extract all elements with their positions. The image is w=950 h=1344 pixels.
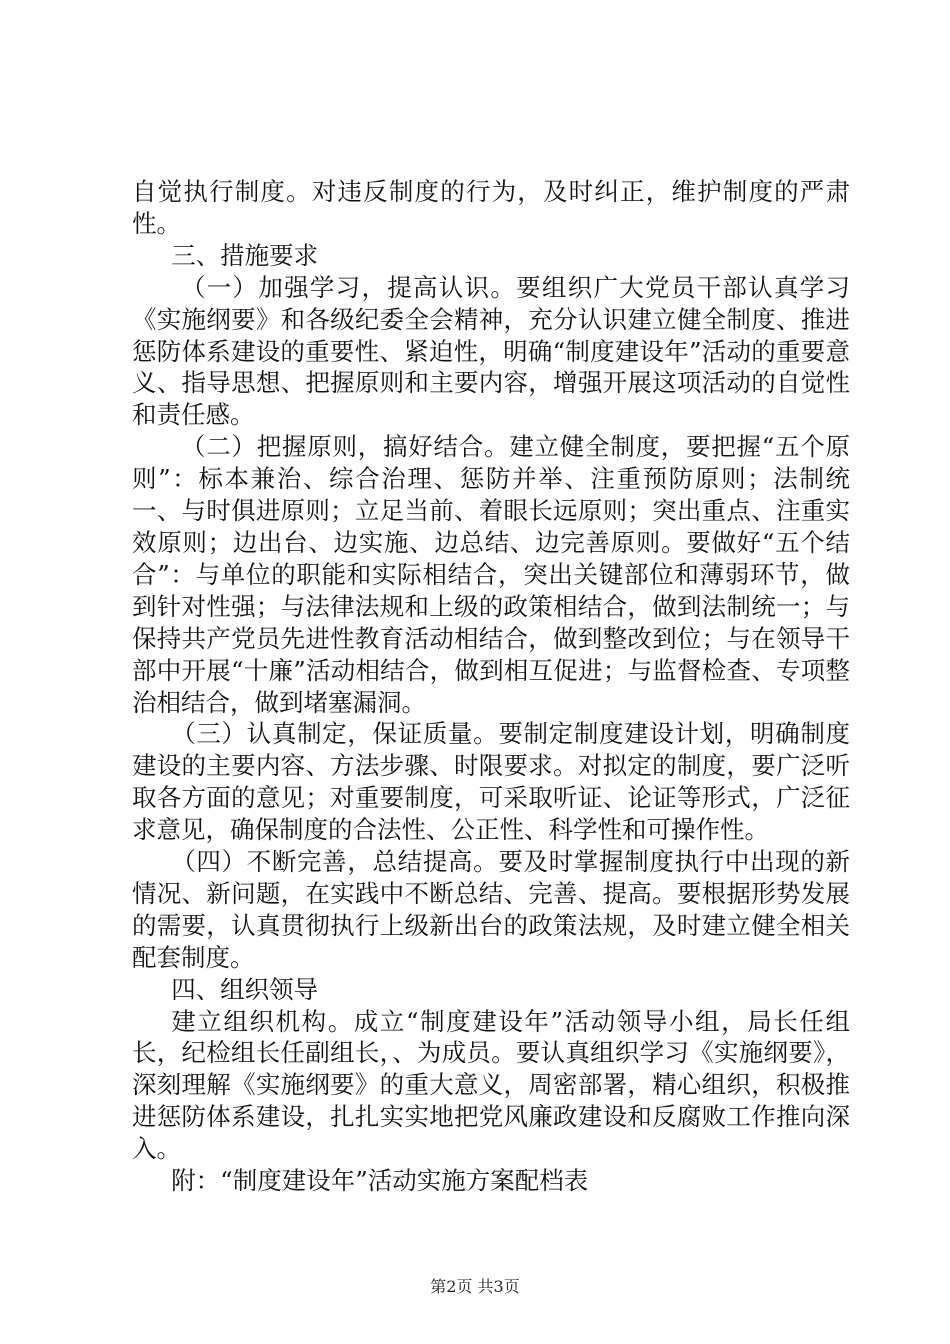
paragraph-principles: （二）把握原则，搞好结合。建立健全制度，要把握“五个原则”：标本兼治、综合治理、惩防并举、注重预防原则；法制统一、与时俱进原则；立足当前、着眼长远原则；突出重点、注重实效原则；边出台、边实施、边总结、边完善原则。要做好“五个结合”：与单位的职能和实际相结合，突出关键部位和薄弱环节，做到针对性强；与法律法规和上级的政策相结合，做到法制统一；与保持共产党员先进性教育活动相结合，做到整改到位；与在领导干部中开展“十廉”活动相结合，做到相互促进；与监督检查、专项整治相结合，做到堵塞漏洞。 (132, 432, 850, 717)
paragraph-attachment: 附：“制度建设年”活动实施方案配档表 (171, 1166, 589, 1196)
section-heading-leadership: 四、组织领导 (171, 974, 319, 1004)
paragraph-continuation: 自觉执行制度。对违反制度的行为，及时纠正，维护制度的严肃性。 (132, 177, 850, 238)
page-footer: 第2页 共3页 (430, 1277, 520, 1296)
document-body (132, 176, 850, 1197)
paragraph-quality: （三）认真制定，保证质量。要制定制度建设计划，明确制度建设的主要内容、方法步骤、时限要求。对拟定的制度，要广泛听取各方面的意见；对重要制度，可采取听证、论证等形式，广泛征求意见，确保制度的合法性、公正性、科学性和可操作性。 (132, 719, 850, 845)
section-heading-measures: 三、措施要求 (171, 240, 319, 270)
paragraph-organization: 建立组织机构。成立“制度建设年”活动领导小组，局长任组长，纪检组长任副组长，、为成员。要认真组织学习《实施纲要》，深刻理解《实施纲要》的重大意义，周密部署，精心组织，积极推进惩防体系建设，扎扎实实地把党风廉政建设和反腐败工作推向深入。 (132, 1006, 850, 1164)
paragraph-study: （一）加强学习，提高认识。要组织广大党员干部认真学习《实施纲要》和各级纪委全会精神，充分认识建立健全制度、推进惩防体系建设的重要性、紧迫性，明确“制度建设年”活动的重要意义、指导思想、把握原则和主要内容，增强开展这项活动的自觉性和责任感。 (132, 272, 850, 430)
paragraph-improve: （四）不断完善，总结提高。要及时掌握制度执行中出现的新情况、新问题，在实践中不断总结、完善、提高。要根据形势发展的需要，认真贯彻执行上级新出台的政策法规，及时建立健全相关配套制度。 (132, 847, 850, 972)
